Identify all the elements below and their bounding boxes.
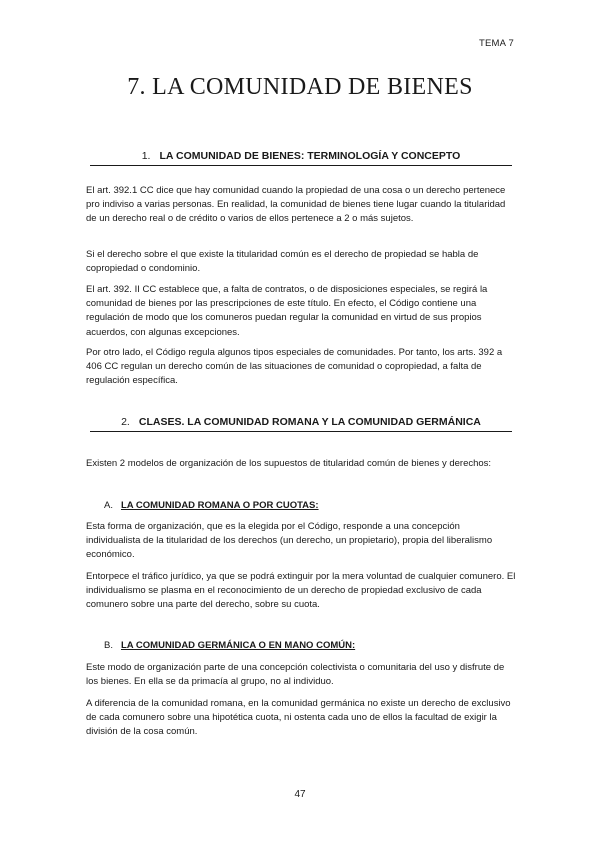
- subsection-b-heading: [104, 640, 355, 651]
- section-1-paragraph-4: Por otro lado, el Código regula algunos tipos especiales de comunidades. Por tanto, los arts. 392 a 406 CC regulan un derecho común de las situaciones de comunidad o copropiedad, a falta de regulación específica.: [86, 347, 503, 387]
- section-1-paragraph-1: El art. 392.1 CC dice que hay comunidad cuando la propiedad de una cosa o un derecho pertenece pro indiviso a varias personas. En realidad, la comunidad de bienes tiene lugar cuando la titularidad de un derecho real o de crédito o varios de ellos pertenece a 2 o más sujetos.: [86, 185, 506, 225]
- running-header: TEMA 7: [479, 38, 514, 49]
- section-2-heading: [90, 416, 512, 432]
- subsection-a-heading: [104, 500, 319, 511]
- subsection-a-paragraph-2: Entorpece el tráfico jurídico, ya que se podrá extinguir por la mera voluntad de cualquier comunero. El individualismo se plasma en el reconocimiento de un derecho de propiedad exclusivo de cada comunero sobre una parte del derecho, sobre su cuota.: [86, 571, 516, 611]
- subsection-b-paragraph-2: A diferencia de la comunidad romana, en la comunidad germánica no existe un derecho de exclusivo de cada comunero sobre una hipotética cuota, ni ostenta cada uno de ellos la facultad de exigir la división de la cosa común.: [86, 698, 511, 738]
- chapter-title: 7. LA COMUNIDAD DE BIENES: [127, 74, 473, 100]
- section-2-number: 2.: [121, 416, 130, 428]
- subsection-a-title: LA COMUNIDAD ROMANA O POR CUOTAS:: [120, 500, 319, 511]
- page-number: 47: [294, 789, 306, 800]
- subsection-b-title: LA COMUNIDAD GERMÁNICA O EN MANO COMÚN:: [120, 640, 356, 651]
- section-1-paragraph-2: Si el derecho sobre el que existe la titularidad común es el derecho de propiedad se habla de copropiedad o condominio.: [86, 249, 479, 275]
- section-1-heading: [90, 150, 512, 166]
- subsection-a-letter: A.: [104, 500, 113, 511]
- subsection-a-paragraph-1: Esta forma de organización, que es la elegida por el Código, responde a una concepción individualista de la titularidad de los derechos (un derecho, un propietario), propia del liberalismo económico.: [86, 521, 493, 561]
- section-1-paragraph-3: El art. 392. II CC establece que, a falta de contratos, o de disposiciones especiales, se regirá la comunidad de bienes por las prescripciones de este título. En efecto, el Código contiene una regulación de modo que los comuneros puedan regular la comunidad en virtud de sus propios acuerdos, con algunas excepciones.: [86, 284, 488, 338]
- subsection-b-paragraph-1: Este modo de organización parte de una concepción colectivista o comunitaria del uso y disfrute de los bienes. En ella se da primacía al grupo, no al individuo.: [86, 662, 505, 688]
- section-2-title: CLASES. LA COMUNIDAD ROMANA Y LA COMUNIDAD GERMÁNICA: [138, 416, 481, 428]
- section-1-title: LA COMUNIDAD DE BIENES: TERMINOLOGÍA Y CONCEPTO: [159, 150, 461, 162]
- section-1-number: 1.: [141, 150, 151, 162]
- subsection-b-letter: B.: [104, 640, 113, 651]
- section-2-intro: Existen 2 modelos de organización de los supuestos de titularidad común de bienes y derechos:: [86, 458, 492, 469]
